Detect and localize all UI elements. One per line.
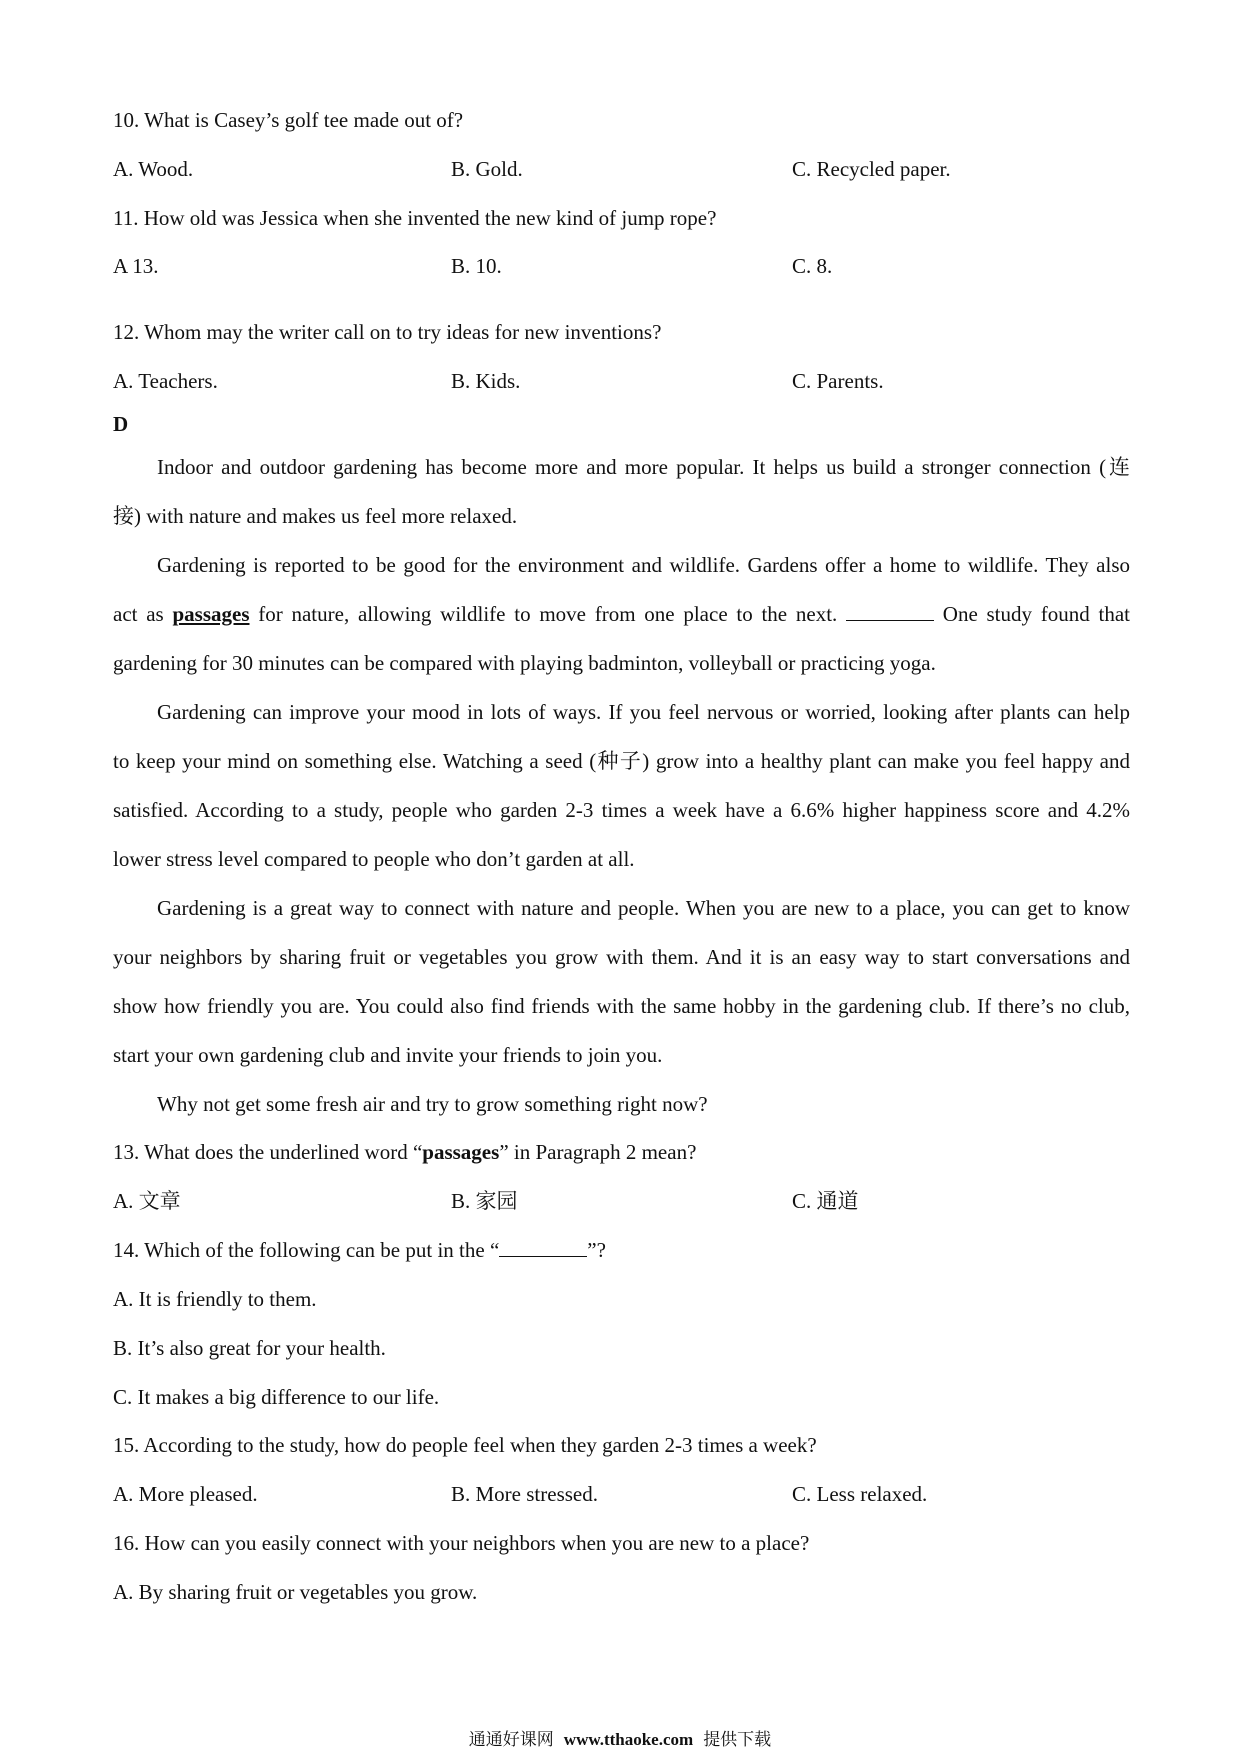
question-15-option-b: B. More stressed. [451,1482,598,1506]
paragraph-3-line-4: lower stress level compared to people who don’t garden at all. [113,847,635,871]
question-14-blank [499,1238,587,1257]
footer-site-name: 通通好课网 [468,1730,554,1749]
paragraph-4-line-4: start your own gardening club and invite your friends to join you. [113,1043,663,1067]
underlined-word-passages: passages [172,602,250,626]
paragraph-1-line-2: 接) with nature and makes us feel more relaxed. [113,504,518,528]
footer-download-text: 提供下载 [703,1730,772,1749]
page-footer [0,1730,1240,1750]
question-11-option-c: C. 8. [792,254,833,278]
passage [113,454,1130,1140]
question-13-option-c: C. 通道 [792,1189,859,1213]
question-14-option-a: A. It is friendly to them. [113,1287,317,1311]
question-15-stem: 15. According to the study, how do people feel when they garden 2-3 times a week? [113,1433,817,1457]
question-14-stem: 14. Which of the following can be put in the “ ”? [113,1238,606,1262]
paragraph-3-line-3: satisfied. According to a study, people who garden 2-3 times a week have a 6.6% higher happiness score and 4.2% [113,798,1130,822]
question-15-option-a: A. More pleased. [113,1482,258,1506]
question-14-option-c: C. It makes a big difference to our life. [113,1385,440,1409]
footer-url[interactable]: www.tthaoke.com [563,1730,694,1749]
paragraph-5: Why not get some fresh air and try to grow something right now? [157,1092,708,1116]
question-16-stem: 16. How can you easily connect with your neighbors when you are new to a place? [113,1531,810,1555]
paragraph-4-line-3: show how friendly you are. You could also find friends with the same hobby in the gardening club. If there’s no club, [113,994,1130,1018]
question-10-option-a: A. Wood. [113,157,194,181]
section-label: D [113,412,129,436]
question-13-stem: 13. What does the underlined word “passages” in Paragraph 2 mean? [113,1140,697,1164]
question-12-stem: 12. Whom may the writer call on to try ideas for new inventions? [113,320,662,344]
paragraph-4-line-1: Gardening is a great way to connect with nature and people. When you are new to a place, you can get to know [157,896,1130,920]
question-10-stem: 10. What is Casey’s golf tee made out of? [113,108,464,132]
paragraph-4-line-2: your neighbors by sharing fruit or vegetables you grow with them. And it is an easy way to start conversations and [113,945,1130,969]
paragraph-2-line-1: Gardening is reported to be good for the environment and wildlife. Gardens offer a home to wildlife. They also [157,553,1130,577]
question-13-word: passages [422,1140,500,1164]
paragraph-2-line-2: act as passages for nature, allowing wildlife to move from one place to the next. One study found that [113,602,1130,626]
question-11-option-b: B. 10. [451,254,502,278]
question-12-option-b: B. Kids. [451,369,521,393]
question-13-option-b: B. 家园 [451,1189,518,1213]
question-11-option-a: A 13. [113,254,159,278]
paragraph-3-line-2: to keep your mind on something else. Watching a seed (种子) grow into a healthy plant can make you feel happy and [113,749,1130,773]
paragraph-3-line-1: Gardening can improve your mood in lots of ways. If you feel nervous or worried, looking after plants can help [157,700,1130,724]
question-10-option-c: C. Recycled paper. [792,157,951,181]
question-12-option-a: A. Teachers. [113,369,218,393]
question-10-option-b: B. Gold. [451,157,523,181]
question-13-option-a: A. 文章 [113,1189,181,1213]
question-14-option-b: B. It’s also great for your health. [113,1336,386,1360]
question-12-option-c: C. Parents. [792,369,884,393]
question-11-stem: 11. How old was Jessica when she invented the new kind of jump rope? [113,206,717,230]
paragraph-1-line-1: Indoor and outdoor gardening has become more and more popular. It helps us build a stronger connection (连 [157,455,1130,479]
paragraph-2-line-3: gardening for 30 minutes can be compared with playing badminton, volleyball or practicing yoga. [113,651,936,675]
answer-blank [846,602,934,621]
question-15-option-c: C. Less relaxed. [792,1482,928,1506]
question-16-option-a: A. By sharing fruit or vegetables you grow. [113,1580,478,1604]
